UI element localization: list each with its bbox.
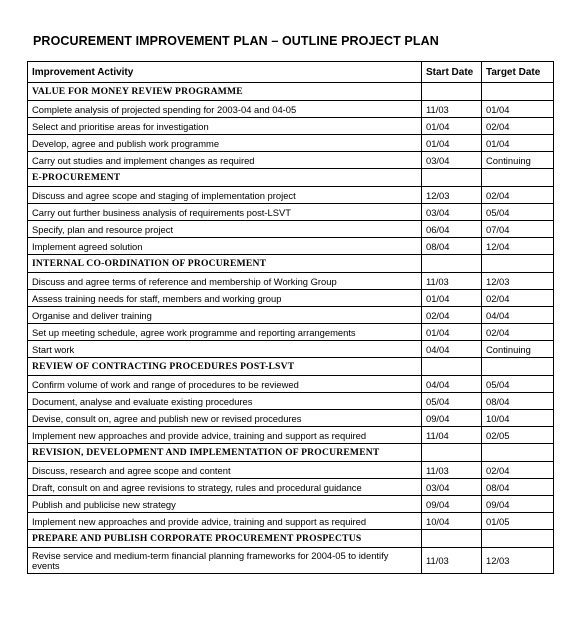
empty-cell — [422, 169, 482, 187]
table-row — [28, 204, 554, 221]
table-body — [28, 83, 554, 574]
target-date-cell: 01/04 — [482, 135, 554, 152]
target-date-cell: 02/04 — [482, 324, 554, 341]
target-date-cell: 08/04 — [482, 393, 554, 410]
section-title: REVIEW OF CONTRACTING PROCEDURES POST-LSVT — [28, 358, 422, 376]
activity-cell: Discuss and agree terms of reference and membership of Working Group — [28, 273, 422, 290]
table-row — [28, 221, 554, 238]
table-row — [28, 462, 554, 479]
activity-cell: Assess training needs for staff, members and working group — [28, 290, 422, 307]
empty-cell — [422, 358, 482, 376]
start-date-cell: 12/03 — [422, 187, 482, 204]
header-improvement-activity: Improvement Activity — [28, 62, 422, 83]
table-header-row — [28, 62, 554, 83]
activity-cell: Set up meeting schedule, agree work programme and reporting arrangements — [28, 324, 422, 341]
target-date-cell: 07/04 — [482, 221, 554, 238]
section-row — [28, 444, 554, 462]
section-title: INTERNAL CO-ORDINATION OF PROCUREMENT — [28, 255, 422, 273]
start-date-cell: 08/04 — [422, 238, 482, 255]
empty-cell — [482, 255, 554, 273]
start-date-cell: 03/04 — [422, 204, 482, 221]
table-row — [28, 341, 554, 358]
target-date-cell: 02/04 — [482, 187, 554, 204]
section-title: VALUE FOR MONEY REVIEW PROGRAMME — [28, 83, 422, 101]
table-row — [28, 427, 554, 444]
target-date-cell: 12/03 — [482, 548, 554, 574]
target-date-cell: 04/04 — [482, 307, 554, 324]
activity-cell: Revise service and medium-term financial planning frameworks for 2004-05 to identify events — [28, 548, 422, 574]
table-row — [28, 324, 554, 341]
activity-cell: Publish and publicise new strategy — [28, 496, 422, 513]
start-date-cell: 06/04 — [422, 221, 482, 238]
empty-cell — [482, 530, 554, 548]
activity-cell: Implement agreed solution — [28, 238, 422, 255]
activity-cell: Specify, plan and resource project — [28, 221, 422, 238]
start-date-cell: 03/04 — [422, 479, 482, 496]
table-row — [28, 479, 554, 496]
empty-cell — [482, 358, 554, 376]
activity-cell: Carry out studies and implement changes as required — [28, 152, 422, 169]
section-row — [28, 358, 554, 376]
target-date-cell: 02/04 — [482, 462, 554, 479]
target-date-cell: 12/03 — [482, 273, 554, 290]
target-date-cell: Continuing — [482, 341, 554, 358]
empty-cell — [482, 169, 554, 187]
header-start-date: Start Date — [422, 62, 482, 83]
table-row — [28, 307, 554, 324]
document-title: PROCUREMENT IMPROVEMENT PLAN – OUTLINE PROJECT PLAN — [33, 34, 439, 48]
activity-cell: Implement new approaches and provide advice, training and support as required — [28, 513, 422, 530]
activity-cell: Carry out further business analysis of requirements post-LSVT — [28, 204, 422, 221]
section-title: REVISION, DEVELOPMENT AND IMPLEMENTATION OF PROCUREMENT — [28, 444, 422, 462]
activity-cell: Discuss and agree scope and staging of implementation project — [28, 187, 422, 204]
section-row — [28, 169, 554, 187]
empty-cell — [422, 530, 482, 548]
empty-cell — [482, 83, 554, 101]
table-row — [28, 290, 554, 307]
section-title: PREPARE AND PUBLISH CORPORATE PROCUREMENT PROSPECTUS — [28, 530, 422, 548]
start-date-cell: 01/04 — [422, 324, 482, 341]
start-date-cell: 05/04 — [422, 393, 482, 410]
start-date-cell: 01/04 — [422, 290, 482, 307]
target-date-cell: 02/05 — [482, 427, 554, 444]
table-row — [28, 376, 554, 393]
start-date-cell: 11/03 — [422, 101, 482, 118]
target-date-cell: Continuing — [482, 152, 554, 169]
table-row — [28, 496, 554, 513]
target-date-cell: 02/04 — [482, 290, 554, 307]
project-plan-table — [27, 61, 554, 574]
table-row — [28, 118, 554, 135]
start-date-cell: 01/04 — [422, 135, 482, 152]
activity-cell: Implement new approaches and provide advice, training and support as required — [28, 427, 422, 444]
target-date-cell: 05/04 — [482, 376, 554, 393]
table-row — [28, 101, 554, 118]
activity-cell: Confirm volume of work and range of procedures to be reviewed — [28, 376, 422, 393]
target-date-cell: 10/04 — [482, 410, 554, 427]
start-date-cell: 09/04 — [422, 496, 482, 513]
start-date-cell: 04/04 — [422, 341, 482, 358]
header-target-date: Target Date — [482, 62, 554, 83]
start-date-cell: 03/04 — [422, 152, 482, 169]
table-row — [28, 273, 554, 290]
start-date-cell: 04/04 — [422, 376, 482, 393]
activity-cell: Document, analyse and evaluate existing procedures — [28, 393, 422, 410]
table-row — [28, 187, 554, 204]
target-date-cell: 09/04 — [482, 496, 554, 513]
target-date-cell: 01/04 — [482, 101, 554, 118]
start-date-cell: 09/04 — [422, 410, 482, 427]
table-row — [28, 152, 554, 169]
start-date-cell: 10/04 — [422, 513, 482, 530]
activity-cell: Develop, agree and publish work programme — [28, 135, 422, 152]
table-row — [28, 410, 554, 427]
target-date-cell: 05/04 — [482, 204, 554, 221]
activity-cell: Devise, consult on, agree and publish new or revised procedures — [28, 410, 422, 427]
section-row — [28, 83, 554, 101]
section-row — [28, 530, 554, 548]
activity-cell: Organise and deliver training — [28, 307, 422, 324]
table-row — [28, 135, 554, 152]
target-date-cell: 08/04 — [482, 479, 554, 496]
table-row — [28, 513, 554, 530]
target-date-cell: 01/05 — [482, 513, 554, 530]
table-row — [28, 238, 554, 255]
target-date-cell: 12/04 — [482, 238, 554, 255]
section-row — [28, 255, 554, 273]
start-date-cell: 02/04 — [422, 307, 482, 324]
activity-cell: Select and prioritise areas for investigation — [28, 118, 422, 135]
start-date-cell: 11/04 — [422, 427, 482, 444]
start-date-cell: 11/03 — [422, 462, 482, 479]
start-date-cell: 11/03 — [422, 273, 482, 290]
start-date-cell: 11/03 — [422, 548, 482, 574]
section-title: E-PROCUREMENT — [28, 169, 422, 187]
activity-cell: Draft, consult on and agree revisions to strategy, rules and procedural guidance — [28, 479, 422, 496]
table-row — [28, 548, 554, 574]
activity-cell: Discuss, research and agree scope and content — [28, 462, 422, 479]
target-date-cell: 02/04 — [482, 118, 554, 135]
empty-cell — [422, 444, 482, 462]
empty-cell — [422, 83, 482, 101]
start-date-cell: 01/04 — [422, 118, 482, 135]
table-row — [28, 393, 554, 410]
activity-cell: Start work — [28, 341, 422, 358]
empty-cell — [482, 444, 554, 462]
activity-cell: Complete analysis of projected spending for 2003-04 and 04-05 — [28, 101, 422, 118]
empty-cell — [422, 255, 482, 273]
